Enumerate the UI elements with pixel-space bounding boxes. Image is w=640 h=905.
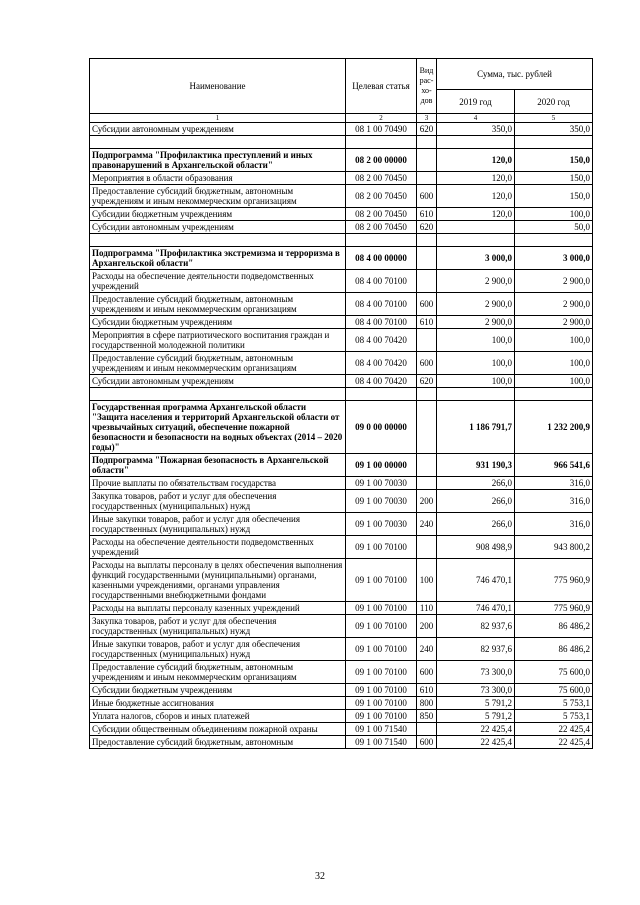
row-sum-2020: 100,0 (515, 208, 593, 221)
row-sum-2019: 3 000,0 (437, 247, 515, 270)
row-sum-2019: 22 425,4 (437, 723, 515, 736)
row-sum-2020: 86 486,2 (515, 615, 593, 638)
row-target-code: 08 2 00 70450 (346, 221, 417, 234)
row-sum-2020: 943 800,2 (515, 536, 593, 559)
row-name: Прочие выплаты по обязательствам государства (90, 477, 346, 490)
row-sum-2020: 775 960,9 (515, 602, 593, 615)
table-row (90, 352, 593, 375)
row-expense-type (417, 454, 437, 477)
row-name: Предоставление субсидий бюджетным, автономным учреждениям и иным некоммерческим организациям (90, 293, 346, 316)
row-sum-2019: 266,0 (437, 513, 515, 536)
row-sum-2019: 73 300,0 (437, 661, 515, 684)
row-target-code: 08 4 00 00000 (346, 247, 417, 270)
row-sum-2019 (437, 136, 515, 149)
table-row (90, 149, 593, 172)
table-row (90, 477, 593, 490)
table-row (90, 490, 593, 513)
row-target-code: 09 1 00 70100 (346, 638, 417, 661)
table-row (90, 710, 593, 723)
row-name: Субсидии общественным объединениям пожарной охраны (90, 723, 346, 736)
row-expense-type: 600 (417, 736, 437, 749)
row-sum-2019: 100,0 (437, 375, 515, 388)
row-expense-type (417, 234, 437, 247)
row-sum-2020: 100,0 (515, 352, 593, 375)
row-sum-2019: 82 937,6 (437, 638, 515, 661)
row-sum-2019 (437, 388, 515, 401)
row-target-code: 08 2 00 70450 (346, 172, 417, 185)
row-target-code: 09 1 00 70100 (346, 602, 417, 615)
row-name: Закупка товаров, работ и услуг для обеспечения государственных (муниципальных) нужд (90, 615, 346, 638)
table-row (90, 329, 593, 352)
row-expense-type: 600 (417, 661, 437, 684)
row-sum-2019: 22 425,4 (437, 736, 515, 749)
row-expense-type (417, 723, 437, 736)
row-target-code: 08 4 00 70100 (346, 293, 417, 316)
table-row (90, 684, 593, 697)
row-sum-2019: 931 190,3 (437, 454, 515, 477)
row-target-code: 09 1 00 70100 (346, 697, 417, 710)
header-year-2019: 2019 год (437, 90, 515, 114)
row-expense-type: 600 (417, 352, 437, 375)
row-expense-type: 200 (417, 615, 437, 638)
row-expense-type: 610 (417, 208, 437, 221)
row-sum-2020: 316,0 (515, 477, 593, 490)
table-row (90, 208, 593, 221)
table-row (90, 697, 593, 710)
row-expense-type: 620 (417, 123, 437, 136)
row-target-code (346, 234, 417, 247)
row-target-code: 09 1 00 70100 (346, 559, 417, 602)
table-row (90, 316, 593, 329)
row-expense-type: 610 (417, 316, 437, 329)
page-number: 32 (315, 871, 325, 882)
row-name: Субсидии автономным учреждениям (90, 375, 346, 388)
row-name: Субсидии бюджетным учреждениям (90, 208, 346, 221)
row-name: Подпрограмма "Профилактика экстремизма и терроризма в Архангельской области" (90, 247, 346, 270)
row-sum-2020: 75 600,0 (515, 661, 593, 684)
row-sum-2020: 150,0 (515, 185, 593, 208)
table-row (90, 375, 593, 388)
row-expense-type (417, 136, 437, 149)
row-expense-type (417, 477, 437, 490)
table-row (90, 638, 593, 661)
row-name: Закупка товаров, работ и услуг для обеспечения государственных (муниципальных) нужд (90, 490, 346, 513)
row-target-code: 09 1 00 70100 (346, 615, 417, 638)
row-sum-2019: 73 300,0 (437, 684, 515, 697)
row-sum-2019: 1 186 791,7 (437, 401, 515, 454)
row-target-code: 09 1 00 70030 (346, 477, 417, 490)
table-row (90, 615, 593, 638)
row-sum-2020: 3 000,0 (515, 247, 593, 270)
row-sum-2020: 2 900,0 (515, 293, 593, 316)
table-row (90, 123, 593, 136)
row-sum-2020: 316,0 (515, 490, 593, 513)
row-sum-2019: 100,0 (437, 329, 515, 352)
row-expense-type: 240 (417, 638, 437, 661)
row-expense-type (417, 172, 437, 185)
row-expense-type (417, 270, 437, 293)
row-name: Предоставление субсидий бюджетным, автономным учреждениям и иным некоммерческим организациям (90, 352, 346, 375)
table-row (90, 736, 593, 749)
table-row (90, 454, 593, 477)
header-col-number: 2 (346, 114, 417, 123)
row-expense-type: 240 (417, 513, 437, 536)
row-sum-2020: 75 600,0 (515, 684, 593, 697)
budget-table (89, 58, 593, 749)
header-col-number: 1 (90, 114, 346, 123)
table-row (90, 723, 593, 736)
row-target-code: 09 1 00 70100 (346, 710, 417, 723)
header-col-number: 5 (515, 114, 593, 123)
row-name: Предоставление субсидий бюджетным, автономным учреждениям и иным некоммерческим организациям (90, 185, 346, 208)
row-sum-2019: 266,0 (437, 490, 515, 513)
row-expense-type (417, 149, 437, 172)
row-sum-2020: 22 425,4 (515, 736, 593, 749)
row-sum-2019 (437, 221, 515, 234)
row-name (90, 234, 346, 247)
row-expense-type: 800 (417, 697, 437, 710)
header-sum: Сумма, тыс. рублей (437, 59, 593, 90)
table-row (90, 602, 593, 615)
row-name: Предоставление субсидий бюджетным, автономным (90, 736, 346, 749)
row-sum-2020: 150,0 (515, 172, 593, 185)
row-target-code: 08 4 00 70420 (346, 329, 417, 352)
row-name: Иные бюджетные ассигнования (90, 697, 346, 710)
row-sum-2020: 86 486,2 (515, 638, 593, 661)
row-expense-type: 110 (417, 602, 437, 615)
row-sum-2019: 2 900,0 (437, 293, 515, 316)
header-col-number: 4 (437, 114, 515, 123)
row-sum-2020: 1 232 200,9 (515, 401, 593, 454)
row-sum-2020: 966 541,6 (515, 454, 593, 477)
row-sum-2020: 100,0 (515, 329, 593, 352)
row-sum-2019: 100,0 (437, 352, 515, 375)
row-target-code: 08 4 00 70100 (346, 270, 417, 293)
row-target-code: 08 4 00 70100 (346, 316, 417, 329)
row-name: Государственная программа Архангельской области "Защита населения и территорий Архангельской области от чрезвычайных ситуаций, обеспечение пожарной безопасности и безопасности на водных объектах (2014 – 2020 годы)" (90, 401, 346, 454)
row-target-code: 09 1 00 71540 (346, 723, 417, 736)
row-sum-2019: 2 900,0 (437, 270, 515, 293)
row-sum-2020: 350,0 (515, 123, 593, 136)
row-sum-2019: 120,0 (437, 172, 515, 185)
row-target-code: 08 1 00 70490 (346, 123, 417, 136)
row-target-code: 08 2 00 70450 (346, 185, 417, 208)
row-sum-2020: 316,0 (515, 513, 593, 536)
row-name: Подпрограмма "Пожарная безопасность в Архангельской области" (90, 454, 346, 477)
row-target-code: 09 1 00 71540 (346, 736, 417, 749)
table-row (90, 270, 593, 293)
header-target: Целевая статья (346, 59, 417, 114)
row-expense-type: 600 (417, 185, 437, 208)
row-sum-2019: 746 470,1 (437, 602, 515, 615)
row-expense-type (417, 329, 437, 352)
table-row (90, 221, 593, 234)
row-sum-2020 (515, 234, 593, 247)
row-expense-type: 200 (417, 490, 437, 513)
table-row (90, 172, 593, 185)
row-expense-type (417, 247, 437, 270)
row-name: Иные закупки товаров, работ и услуг для обеспечения государственных (муниципальных) нужд (90, 638, 346, 661)
row-name: Мероприятия в области образования (90, 172, 346, 185)
row-sum-2020: 5 753,1 (515, 710, 593, 723)
row-name: Субсидии бюджетным учреждениям (90, 316, 346, 329)
header-year-2020: 2020 год (515, 90, 593, 114)
spacer-row (90, 388, 593, 401)
row-expense-type (417, 388, 437, 401)
row-sum-2019: 5 791,2 (437, 710, 515, 723)
row-sum-2020: 2 900,0 (515, 270, 593, 293)
row-target-code: 08 2 00 00000 (346, 149, 417, 172)
row-sum-2019: 120,0 (437, 185, 515, 208)
row-sum-2020 (515, 136, 593, 149)
row-target-code: 08 4 00 70420 (346, 375, 417, 388)
row-target-code (346, 136, 417, 149)
row-target-code: 09 1 00 70100 (346, 536, 417, 559)
header-col-number: 3 (417, 114, 437, 123)
table-row (90, 513, 593, 536)
table-row (90, 185, 593, 208)
header-vid: Вид рас- хо- дов (417, 59, 437, 114)
row-target-code: 09 1 00 00000 (346, 454, 417, 477)
row-target-code: 09 1 00 70100 (346, 661, 417, 684)
row-name: Подпрограмма "Профилактика преступлений и иных правонарушений в Архангельской области" (90, 149, 346, 172)
row-sum-2020: 100,0 (515, 375, 593, 388)
row-expense-type: 600 (417, 293, 437, 316)
row-expense-type: 620 (417, 221, 437, 234)
row-expense-type: 850 (417, 710, 437, 723)
row-expense-type: 610 (417, 684, 437, 697)
row-sum-2020: 22 425,4 (515, 723, 593, 736)
row-expense-type (417, 401, 437, 454)
spacer-row (90, 234, 593, 247)
table-row (90, 293, 593, 316)
header-name: Наименование (90, 59, 346, 114)
row-name: Мероприятия в сфере патриотического воспитания граждан и государственной молодежной политики (90, 329, 346, 352)
row-name: Иные закупки товаров, работ и услуг для обеспечения государственных (муниципальных) нужд (90, 513, 346, 536)
row-expense-type: 620 (417, 375, 437, 388)
row-sum-2019 (437, 234, 515, 247)
row-name: Расходы на обеспечение деятельности подведомственных учреждений (90, 536, 346, 559)
table-row (90, 401, 593, 454)
row-sum-2020: 2 900,0 (515, 316, 593, 329)
table-row (90, 247, 593, 270)
table-row (90, 536, 593, 559)
spacer-row (90, 136, 593, 149)
row-name: Предоставление субсидий бюджетным, автономным учреждениям и иным некоммерческим организациям (90, 661, 346, 684)
row-name: Расходы на выплаты персоналу казенных учреждений (90, 602, 346, 615)
row-sum-2019: 120,0 (437, 149, 515, 172)
table-row (90, 559, 593, 602)
row-sum-2020: 5 753,1 (515, 697, 593, 710)
row-target-code: 09 0 00 00000 (346, 401, 417, 454)
row-sum-2019: 746 470,1 (437, 559, 515, 602)
row-sum-2020 (515, 388, 593, 401)
row-name: Расходы на обеспечение деятельности подведомственных учреждений (90, 270, 346, 293)
row-name (90, 388, 346, 401)
row-name: Субсидии бюджетным учреждениям (90, 684, 346, 697)
row-target-code: 09 1 00 70030 (346, 513, 417, 536)
row-sum-2020: 50,0 (515, 221, 593, 234)
row-sum-2020: 775 960,9 (515, 559, 593, 602)
row-sum-2019: 2 900,0 (437, 316, 515, 329)
row-name (90, 136, 346, 149)
row-name: Субсидии автономным учреждениям (90, 123, 346, 136)
row-sum-2019: 82 937,6 (437, 615, 515, 638)
row-target-code: 09 1 00 70100 (346, 684, 417, 697)
row-target-code: 09 1 00 70030 (346, 490, 417, 513)
row-name: Расходы на выплаты персоналу в целях обеспечения выполнения функций государственными (муниципальными) органами, казенными учреждениями, органами управления государственными внебюджетными фондами (90, 559, 346, 602)
row-sum-2020: 150,0 (515, 149, 593, 172)
row-sum-2019: 266,0 (437, 477, 515, 490)
row-target-code: 08 2 00 70450 (346, 208, 417, 221)
row-sum-2019: 120,0 (437, 208, 515, 221)
row-name: Уплата налогов, сборов и иных платежей (90, 710, 346, 723)
row-target-code (346, 388, 417, 401)
row-sum-2019: 908 498,9 (437, 536, 515, 559)
row-target-code: 08 4 00 70420 (346, 352, 417, 375)
row-name: Субсидии автономным учреждениям (90, 221, 346, 234)
row-sum-2019: 5 791,2 (437, 697, 515, 710)
row-expense-type (417, 536, 437, 559)
table-row (90, 661, 593, 684)
row-expense-type: 100 (417, 559, 437, 602)
row-sum-2019: 350,0 (437, 123, 515, 136)
